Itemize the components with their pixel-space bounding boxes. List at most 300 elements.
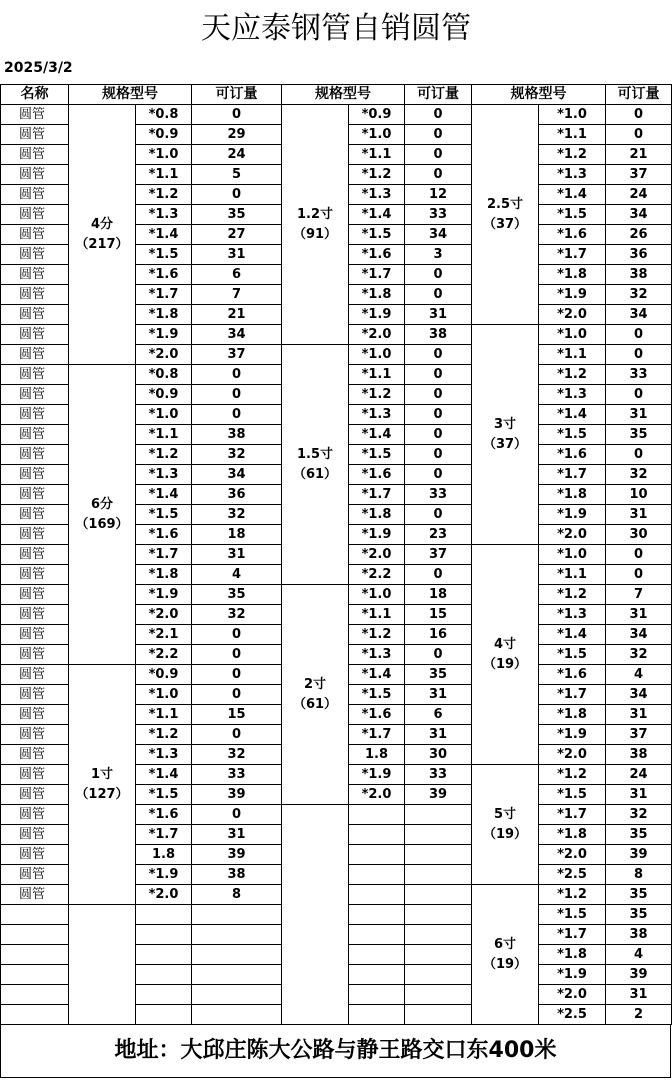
header-spec: 规格型号 (282, 85, 405, 105)
empty-cell (192, 905, 282, 925)
qty-cell: 36 (606, 245, 672, 265)
qty-cell: 2 (606, 1005, 672, 1025)
size-group-name: 2寸 (303, 676, 327, 692)
qty-cell: 0 (405, 405, 472, 425)
qty-cell: 39 (405, 785, 472, 805)
spec-cell: *1.7 (539, 465, 606, 485)
size-group-total: （37） (482, 216, 528, 232)
size-group-cell (472, 325, 539, 545)
empty-cell (405, 845, 472, 865)
qty-cell: 34 (192, 325, 282, 345)
size-group-cell (472, 545, 539, 765)
header-spec: 规格型号 (69, 85, 192, 105)
size-group-total: （61） (292, 466, 338, 482)
product-name-cell: 圆管 (1, 585, 69, 605)
spec-cell: *2.5 (539, 865, 606, 885)
empty-cell (349, 845, 405, 865)
empty-cell (405, 865, 472, 885)
qty-cell: 7 (606, 585, 672, 605)
spec-cell: *1.2 (349, 385, 405, 405)
spec-cell: *1.1 (539, 345, 606, 365)
spec-cell: *1.9 (349, 765, 405, 785)
empty-cell (192, 1005, 282, 1025)
spec-cell: *1.0 (349, 345, 405, 365)
spec-cell: *2.0 (349, 325, 405, 345)
spec-cell: *0.9 (136, 125, 192, 145)
empty-cell (1, 985, 69, 1005)
product-name-cell: 圆管 (1, 865, 69, 885)
empty-cell (349, 865, 405, 885)
size-group-total: （217） (75, 236, 129, 252)
qty-cell: 0 (405, 345, 472, 365)
product-name-cell: 圆管 (1, 625, 69, 645)
qty-cell: 0 (405, 425, 472, 445)
empty-cell (1, 1005, 69, 1025)
qty-cell: 39 (192, 845, 282, 865)
spec-cell: *1.2 (539, 885, 606, 905)
empty-cell (349, 805, 405, 825)
qty-cell: 16 (405, 625, 472, 645)
spec-cell: *1.4 (136, 225, 192, 245)
size-group-cell (282, 345, 349, 585)
spec-cell: *0.8 (136, 105, 192, 125)
spec-cell: *1.6 (349, 465, 405, 485)
qty-cell: 32 (192, 445, 282, 465)
qty-cell: 0 (606, 325, 672, 345)
spec-cell: *2.0 (136, 605, 192, 625)
product-name-cell: 圆管 (1, 345, 69, 365)
qty-cell: 0 (606, 105, 672, 125)
product-name-cell: 圆管 (1, 845, 69, 865)
spec-cell: *1.5 (539, 785, 606, 805)
spec-cell: *1.0 (136, 405, 192, 425)
spec-cell: *1.8 (539, 705, 606, 725)
empty-cell (136, 945, 192, 965)
qty-cell: 31 (606, 785, 672, 805)
qty-cell: 34 (606, 685, 672, 705)
spec-cell: *1.7 (136, 825, 192, 845)
qty-cell: 35 (405, 665, 472, 685)
spec-cell: *1.2 (136, 185, 192, 205)
spec-cell: *2.0 (349, 785, 405, 805)
qty-cell: 30 (606, 525, 672, 545)
size-group-total: （61） (292, 696, 338, 712)
size-group-cell (472, 765, 539, 885)
qty-cell: 0 (192, 645, 282, 665)
stock-table (0, 84, 672, 1025)
qty-cell: 36 (192, 485, 282, 505)
spec-cell: *1.0 (136, 145, 192, 165)
qty-cell: 3 (405, 245, 472, 265)
spec-cell: *1.0 (136, 685, 192, 705)
product-name-cell: 圆管 (1, 385, 69, 405)
size-group-name: 1寸 (90, 766, 114, 782)
empty-cell (136, 985, 192, 1005)
qty-cell: 31 (606, 705, 672, 725)
qty-cell: 10 (606, 485, 672, 505)
empty-cell (405, 825, 472, 845)
empty-cell (1, 905, 69, 925)
size-group-cell (282, 585, 349, 805)
spec-cell: *1.4 (539, 625, 606, 645)
spec-cell: *1.3 (349, 185, 405, 205)
qty-cell: 39 (606, 965, 672, 985)
qty-cell: 0 (192, 685, 282, 705)
qty-cell: 32 (606, 285, 672, 305)
size-group-name: 3寸 (493, 416, 517, 432)
product-name-cell: 圆管 (1, 365, 69, 385)
spec-cell: 1.8 (349, 745, 405, 765)
header-spec: 规格型号 (472, 85, 606, 105)
spec-cell: *1.3 (349, 405, 405, 425)
empty-cell (282, 805, 349, 1025)
qty-cell: 18 (192, 525, 282, 545)
qty-cell: 5 (192, 165, 282, 185)
product-name-cell: 圆管 (1, 245, 69, 265)
spec-cell: *2.5 (539, 1005, 606, 1025)
table-body (1, 105, 672, 1025)
spec-cell: *1.3 (136, 205, 192, 225)
spec-cell: *2.0 (539, 985, 606, 1005)
qty-cell: 39 (606, 845, 672, 865)
product-name-cell: 圆管 (1, 505, 69, 525)
qty-cell: 31 (405, 725, 472, 745)
spec-cell: *1.8 (136, 305, 192, 325)
spec-cell: *1.3 (136, 745, 192, 765)
product-name-cell: 圆管 (1, 425, 69, 445)
qty-cell: 6 (192, 265, 282, 285)
qty-cell: 33 (405, 765, 472, 785)
qty-cell: 0 (405, 505, 472, 525)
product-name-cell: 圆管 (1, 665, 69, 685)
qty-cell: 0 (405, 385, 472, 405)
spec-cell: *2.2 (136, 645, 192, 665)
spec-cell: *2.0 (136, 885, 192, 905)
product-name-cell: 圆管 (1, 885, 69, 905)
spec-cell: *1.1 (136, 165, 192, 185)
qty-cell: 38 (606, 745, 672, 765)
size-group-name: 6寸 (493, 936, 517, 952)
size-group-total: （37） (482, 436, 528, 452)
product-name-cell: 圆管 (1, 745, 69, 765)
spec-cell: *1.2 (136, 725, 192, 745)
empty-cell (349, 885, 405, 905)
spec-cell: *1.9 (136, 585, 192, 605)
product-name-cell: 圆管 (1, 825, 69, 845)
qty-cell: 34 (606, 625, 672, 645)
empty-cell (405, 925, 472, 945)
qty-cell: 4 (606, 665, 672, 685)
empty-cell (405, 1005, 472, 1025)
header-qty: 可订量 (606, 85, 672, 105)
empty-cell (1, 925, 69, 945)
empty-cell (349, 905, 405, 925)
product-name-cell: 圆管 (1, 685, 69, 705)
qty-cell: 35 (606, 905, 672, 925)
spec-cell: *1.9 (539, 725, 606, 745)
qty-cell: 31 (192, 825, 282, 845)
qty-cell: 31 (192, 545, 282, 565)
qty-cell: 15 (405, 605, 472, 625)
qty-cell: 31 (606, 405, 672, 425)
qty-cell: 37 (606, 725, 672, 745)
spec-cell: *2.0 (539, 845, 606, 865)
qty-cell: 8 (606, 865, 672, 885)
qty-cell: 24 (192, 145, 282, 165)
product-name-cell: 圆管 (1, 165, 69, 185)
product-name-cell: 圆管 (1, 485, 69, 505)
report-date: 2025/3/2 (4, 60, 73, 76)
qty-cell: 32 (606, 805, 672, 825)
spec-cell: *1.5 (539, 205, 606, 225)
spec-cell: *1.6 (539, 445, 606, 465)
spec-cell: *1.5 (349, 685, 405, 705)
product-name-cell: 圆管 (1, 405, 69, 425)
spec-cell: *1.8 (539, 945, 606, 965)
qty-cell: 31 (606, 505, 672, 525)
spec-cell: *1.9 (136, 865, 192, 885)
qty-cell: 30 (405, 745, 472, 765)
address-footer: 地址：大邱庄陈大公路与静王路交口东400米 (0, 1024, 671, 1078)
header-name: 名称 (1, 85, 69, 105)
spec-cell: *1.6 (136, 805, 192, 825)
qty-cell: 0 (405, 645, 472, 665)
qty-cell: 31 (192, 245, 282, 265)
qty-cell: 31 (606, 605, 672, 625)
size-group-cell (69, 105, 136, 365)
qty-cell: 0 (192, 385, 282, 405)
qty-cell: 32 (192, 605, 282, 625)
product-name-cell: 圆管 (1, 225, 69, 245)
spec-cell: *1.7 (349, 265, 405, 285)
size-group-name: 4分 (90, 216, 114, 232)
product-name-cell: 圆管 (1, 785, 69, 805)
empty-cell (136, 1005, 192, 1025)
spec-cell: *1.2 (539, 585, 606, 605)
qty-cell: 15 (192, 705, 282, 725)
page-title: 天应泰钢管自销圆管 (201, 11, 471, 46)
qty-cell: 0 (405, 565, 472, 585)
qty-cell: 33 (405, 485, 472, 505)
qty-cell: 0 (606, 385, 672, 405)
qty-cell: 35 (606, 885, 672, 905)
spec-cell: *0.9 (136, 665, 192, 685)
size-group-cell (69, 365, 136, 665)
spec-cell: *1.3 (349, 645, 405, 665)
spec-cell: *1.6 (349, 705, 405, 725)
size-group-total: （169） (75, 516, 129, 532)
size-group-cell (472, 105, 539, 325)
spec-cell: *2.0 (539, 525, 606, 545)
spec-cell: *1.8 (349, 285, 405, 305)
empty-cell (405, 985, 472, 1005)
spec-cell: *1.7 (539, 685, 606, 705)
spec-cell: *1.9 (539, 505, 606, 525)
empty-cell (192, 945, 282, 965)
qty-cell: 26 (606, 225, 672, 245)
spec-cell: *1.9 (349, 305, 405, 325)
qty-cell: 34 (606, 305, 672, 325)
qty-cell: 35 (192, 585, 282, 605)
spec-cell: *1.2 (349, 625, 405, 645)
product-name-cell: 圆管 (1, 645, 69, 665)
spec-cell: *1.0 (349, 125, 405, 145)
product-name-cell: 圆管 (1, 265, 69, 285)
spec-cell: *1.1 (349, 365, 405, 385)
qty-cell: 18 (405, 585, 472, 605)
product-name-cell: 圆管 (1, 725, 69, 745)
qty-cell: 0 (405, 165, 472, 185)
spec-cell: 1.8 (136, 845, 192, 865)
empty-cell (405, 965, 472, 985)
size-group-name: 1.5寸 (296, 446, 334, 462)
empty-cell (69, 905, 136, 1025)
qty-cell: 0 (192, 365, 282, 385)
qty-cell: 33 (606, 365, 672, 385)
qty-cell: 0 (405, 125, 472, 145)
qty-cell: 39 (192, 785, 282, 805)
qty-cell: 32 (192, 505, 282, 525)
spec-cell: *1.6 (136, 265, 192, 285)
spec-cell: *2.0 (539, 745, 606, 765)
spec-cell: *1.5 (136, 505, 192, 525)
spec-cell: *1.5 (349, 445, 405, 465)
spec-cell: *1.8 (539, 825, 606, 845)
qty-cell: 4 (606, 945, 672, 965)
spec-cell: *1.3 (539, 385, 606, 405)
spec-cell: *1.1 (349, 605, 405, 625)
spec-cell: *1.5 (136, 245, 192, 265)
empty-cell (136, 925, 192, 945)
qty-cell: 29 (192, 125, 282, 145)
empty-cell (136, 905, 192, 925)
spec-cell: *1.4 (349, 425, 405, 445)
spec-cell: *1.3 (539, 165, 606, 185)
spec-cell: *1.7 (136, 545, 192, 565)
qty-cell: 38 (606, 265, 672, 285)
spec-cell: *1.5 (136, 785, 192, 805)
product-name-cell: 圆管 (1, 805, 69, 825)
product-name-cell: 圆管 (1, 125, 69, 145)
spec-cell: *1.3 (539, 605, 606, 625)
qty-cell: 0 (405, 365, 472, 385)
spec-cell: *1.5 (539, 645, 606, 665)
product-name-cell: 圆管 (1, 705, 69, 725)
qty-cell: 35 (606, 425, 672, 445)
qty-cell: 0 (405, 145, 472, 165)
spec-cell: *1.1 (136, 705, 192, 725)
spec-cell: *1.6 (136, 525, 192, 545)
spec-cell: *2.0 (136, 345, 192, 365)
spec-cell: *2.0 (349, 545, 405, 565)
spec-cell: *0.9 (349, 105, 405, 125)
header-row (1, 85, 672, 105)
spec-cell: *1.7 (136, 285, 192, 305)
spec-cell: *1.2 (539, 145, 606, 165)
empty-cell (192, 985, 282, 1005)
spec-cell: *1.8 (539, 265, 606, 285)
header-qty: 可订量 (405, 85, 472, 105)
spec-cell: *1.4 (539, 405, 606, 425)
size-group-name: 4寸 (493, 636, 517, 652)
spec-cell: *1.8 (136, 565, 192, 585)
empty-cell (136, 965, 192, 985)
empty-cell (1, 965, 69, 985)
spec-cell: *1.4 (136, 485, 192, 505)
size-group-name: 6分 (90, 496, 114, 512)
qty-cell: 0 (405, 445, 472, 465)
qty-cell: 0 (192, 185, 282, 205)
qty-cell: 38 (405, 325, 472, 345)
spec-cell: *1.8 (349, 505, 405, 525)
spec-cell: *1.1 (349, 145, 405, 165)
qty-cell: 0 (606, 445, 672, 465)
qty-cell: 27 (192, 225, 282, 245)
qty-cell: 4 (192, 565, 282, 585)
size-group-cell (282, 105, 349, 345)
qty-cell: 31 (405, 685, 472, 705)
empty-cell (349, 925, 405, 945)
qty-cell: 0 (405, 285, 472, 305)
spec-cell: *1.9 (349, 525, 405, 545)
qty-cell: 31 (405, 305, 472, 325)
size-group-total: （19） (482, 826, 528, 842)
spec-cell: *2.0 (539, 305, 606, 325)
qty-cell: 0 (192, 665, 282, 685)
qty-cell: 0 (606, 565, 672, 585)
spec-cell: *1.0 (349, 585, 405, 605)
qty-cell: 23 (405, 525, 472, 545)
qty-cell: 0 (192, 725, 282, 745)
spec-cell: *1.9 (539, 285, 606, 305)
qty-cell: 37 (606, 165, 672, 185)
product-name-cell: 圆管 (1, 285, 69, 305)
empty-cell (349, 1005, 405, 1025)
spec-cell: *1.6 (539, 225, 606, 245)
qty-cell: 33 (192, 765, 282, 785)
spec-cell: *1.1 (539, 125, 606, 145)
qty-cell: 32 (606, 465, 672, 485)
qty-cell: 32 (192, 745, 282, 765)
empty-cell (405, 905, 472, 925)
qty-cell: 0 (405, 105, 472, 125)
qty-cell: 34 (192, 465, 282, 485)
spec-cell: *1.0 (539, 325, 606, 345)
spec-cell: *0.8 (136, 365, 192, 385)
qty-cell: 21 (192, 305, 282, 325)
qty-cell: 37 (192, 345, 282, 365)
spec-cell: *1.5 (539, 425, 606, 445)
spec-cell: *1.4 (349, 665, 405, 685)
product-name-cell: 圆管 (1, 445, 69, 465)
spec-cell: *2.2 (349, 565, 405, 585)
size-group-name: 5寸 (493, 806, 517, 822)
spec-cell: *1.7 (349, 725, 405, 745)
qty-cell: 8 (192, 885, 282, 905)
spec-cell: *1.6 (539, 665, 606, 685)
spec-cell: *1.9 (136, 325, 192, 345)
qty-cell: 6 (405, 705, 472, 725)
qty-cell: 38 (192, 865, 282, 885)
qty-cell: 33 (405, 205, 472, 225)
product-name-cell: 圆管 (1, 205, 69, 225)
qty-cell: 0 (405, 465, 472, 485)
spec-cell: *1.2 (539, 765, 606, 785)
product-name-cell: 圆管 (1, 525, 69, 545)
empty-cell (349, 985, 405, 1005)
empty-cell (405, 885, 472, 905)
spec-cell: *1.6 (349, 245, 405, 265)
